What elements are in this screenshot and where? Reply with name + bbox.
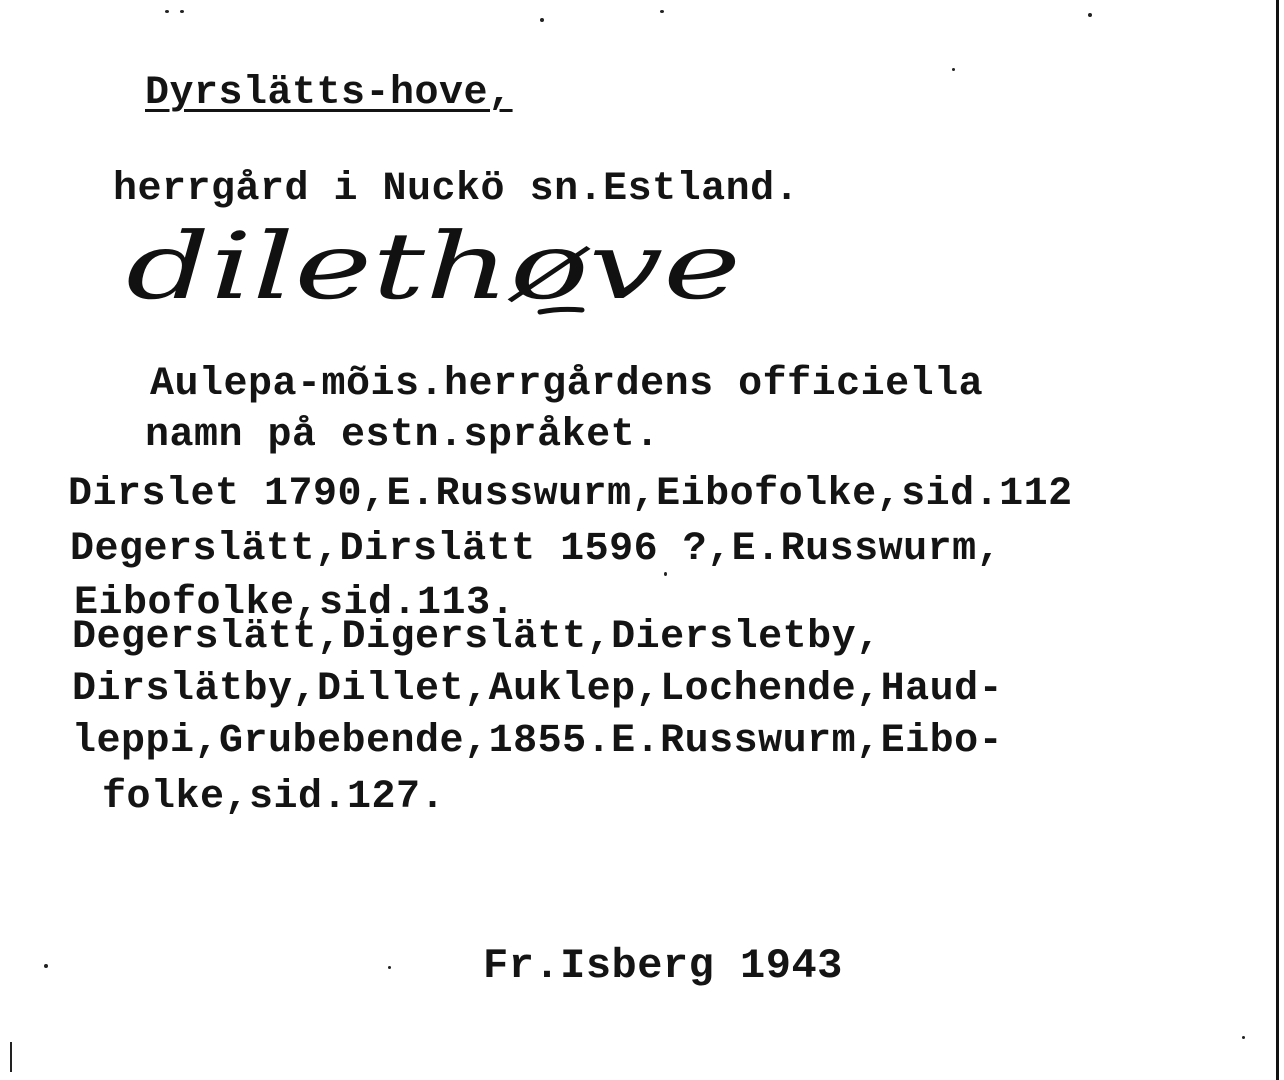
source-line: Dirslätby,Dillet,Auklep,Lochende,Haud- bbox=[72, 667, 1004, 712]
handwritten-underline bbox=[540, 309, 582, 312]
source-line: Eibofolke,sid.113. bbox=[74, 581, 516, 626]
signature: Fr.Isberg 1943 bbox=[483, 942, 843, 990]
card-heading: Dyrslätts-hove, bbox=[145, 71, 513, 116]
source-line: folke,sid.127. bbox=[102, 775, 446, 820]
scan-speck bbox=[1242, 1036, 1245, 1039]
scan-speck bbox=[10, 1042, 12, 1072]
paragraph-line: Aulepa-mõis.herrgårdens officiella bbox=[150, 362, 984, 407]
scan-speck bbox=[165, 10, 169, 13]
card-edge bbox=[1276, 0, 1279, 1080]
source-line: Degerslätt,Digerslätt,Diersletby, bbox=[72, 615, 881, 660]
scan-speck bbox=[1088, 13, 1092, 17]
card-subheading: herrgård i Nuckö sn.Estland. bbox=[113, 167, 800, 212]
handwritten-note bbox=[120, 222, 760, 332]
source-line: leppi,Grubebende,1855.E.Russwurm,Eibo- bbox=[72, 719, 1004, 764]
scan-speck bbox=[664, 572, 667, 576]
source-line: Dirslet 1790,E.Russwurm,Eibofolke,sid.112 bbox=[68, 472, 1073, 517]
source-line: Degerslätt,Dirslätt 1596 ?,E.Russwurm, bbox=[70, 527, 1002, 572]
scan-speck bbox=[388, 966, 391, 969]
scan-speck bbox=[180, 10, 184, 13]
handwritten-note-text: dilethøve bbox=[126, 222, 741, 320]
scan-speck bbox=[44, 964, 48, 968]
scan-speck bbox=[952, 68, 955, 71]
paragraph-line: namn på estn.språket. bbox=[145, 413, 660, 458]
scan-speck bbox=[660, 10, 664, 13]
scan-speck bbox=[540, 18, 544, 22]
